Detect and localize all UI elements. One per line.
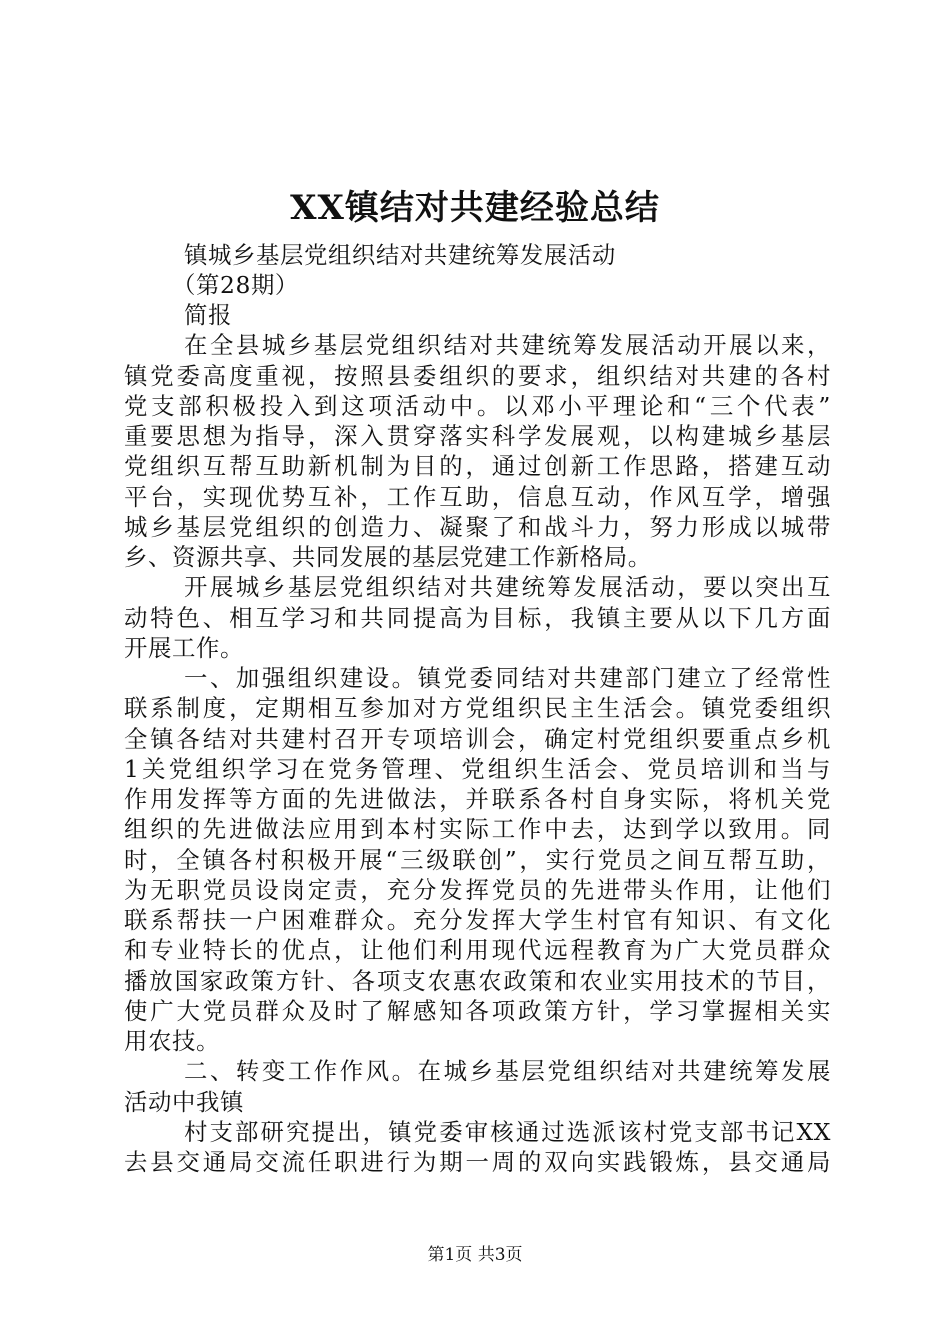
body-text-line: 为无职党员设岗定责，充分发挥党员的先进带头作用，让他们 [124, 875, 831, 904]
body-text-line: 平台，实现优势互补，工作互助，信息互动，作风互学，增强 [124, 482, 831, 511]
body-text-line: 党组织互帮互助新机制为目的，通过创新工作思路，搭建互动 [124, 452, 831, 481]
body-text-line: 组织的先进做法应用到本村实际工作中去，达到学以致用。同 [124, 815, 831, 844]
body-text-line: 镇城乡基层党组织结对共建统筹发展活动 [184, 240, 616, 269]
body-text-line: 时，全镇各村积极开展“三级联创”，实行党员之间互帮互助， [124, 845, 831, 874]
body-text-line: 党支部积极投入到这项活动中。以邓小平理论和“三个代表” [124, 391, 831, 420]
body-text-line: 城乡基层党组织的创造力、凝聚了和战斗力，努力形成以城带 [124, 512, 831, 541]
body-text-line: 简报 [184, 301, 232, 329]
body-text-line: 使广大党员群众及时了解感知各项政策方针，学习掌握相关实 [124, 996, 831, 1025]
body-text-line: 去县交通局交流任职进行为期一周的双向实践锻炼，县交通局 [124, 1148, 831, 1176]
body-text-line: 用农技。 [124, 1027, 220, 1055]
body-text-line: 在全县城乡基层党组织结对共建统筹发展活动开展以来， [184, 331, 831, 360]
body-text-line: 联系帮扶一户困难群众。充分发挥大学生村官有知识、有文化 [124, 906, 831, 934]
body-text-line: 动特色、相互学习和共同提高为目标，我镇主要从以下几方面 [124, 603, 831, 632]
body-text-line: 作用发挥等方面的先进做法，并联系各村自身实际，将机关党 [124, 785, 831, 813]
document-title: XX镇结对共建经验总结 [290, 188, 660, 228]
body-text-line: 联系制度，定期相互参加对方党组织民主生活会。镇党委组织 [124, 694, 831, 723]
body-text-line: 1关党组织学习在党务管理、党组织生活会、党员培训和当与 [124, 754, 831, 783]
body-text-line: 开展工作。 [124, 633, 244, 662]
body-text-line: （第28期） [172, 270, 299, 299]
body-text-line: 播放国家政策方针、各项支农惠农政策和农业实用技术的节目， [124, 966, 831, 995]
body-text-line: 村支部研究提出，镇党委审核通过选派该村党支部书记XX [184, 1117, 831, 1146]
body-text-line: 开展城乡基层党组织结对共建统筹发展活动，要以突出互 [184, 573, 831, 602]
body-text-line: 二、转变工作作风。在城乡基层党组织结对共建统筹发展 [184, 1057, 831, 1086]
body-text-line: 活动中我镇 [124, 1087, 244, 1116]
body-text-line: 全镇各结对共建村召开专项培训会，确定村党组织要重点乡机 [124, 724, 831, 753]
body-text-line: 乡、资源共享、共同发展的基层党建工作新格局。 [124, 543, 652, 571]
body-text-line: 和专业特长的优点，让他们利用现代远程教育为广大党员群众 [124, 936, 831, 965]
page-number-footer: 第1页 共3页 [427, 1245, 523, 1265]
body-text-line: 重要思想为指导，深入贯穿落实科学发展观，以构建城乡基层 [124, 422, 831, 450]
body-text-line: 一、加强组织建设。镇党委同结对共建部门建立了经常性 [184, 664, 831, 692]
body-text-line: 镇党委高度重视，按照县委组织的要求，组织结对共建的各村 [124, 361, 831, 390]
